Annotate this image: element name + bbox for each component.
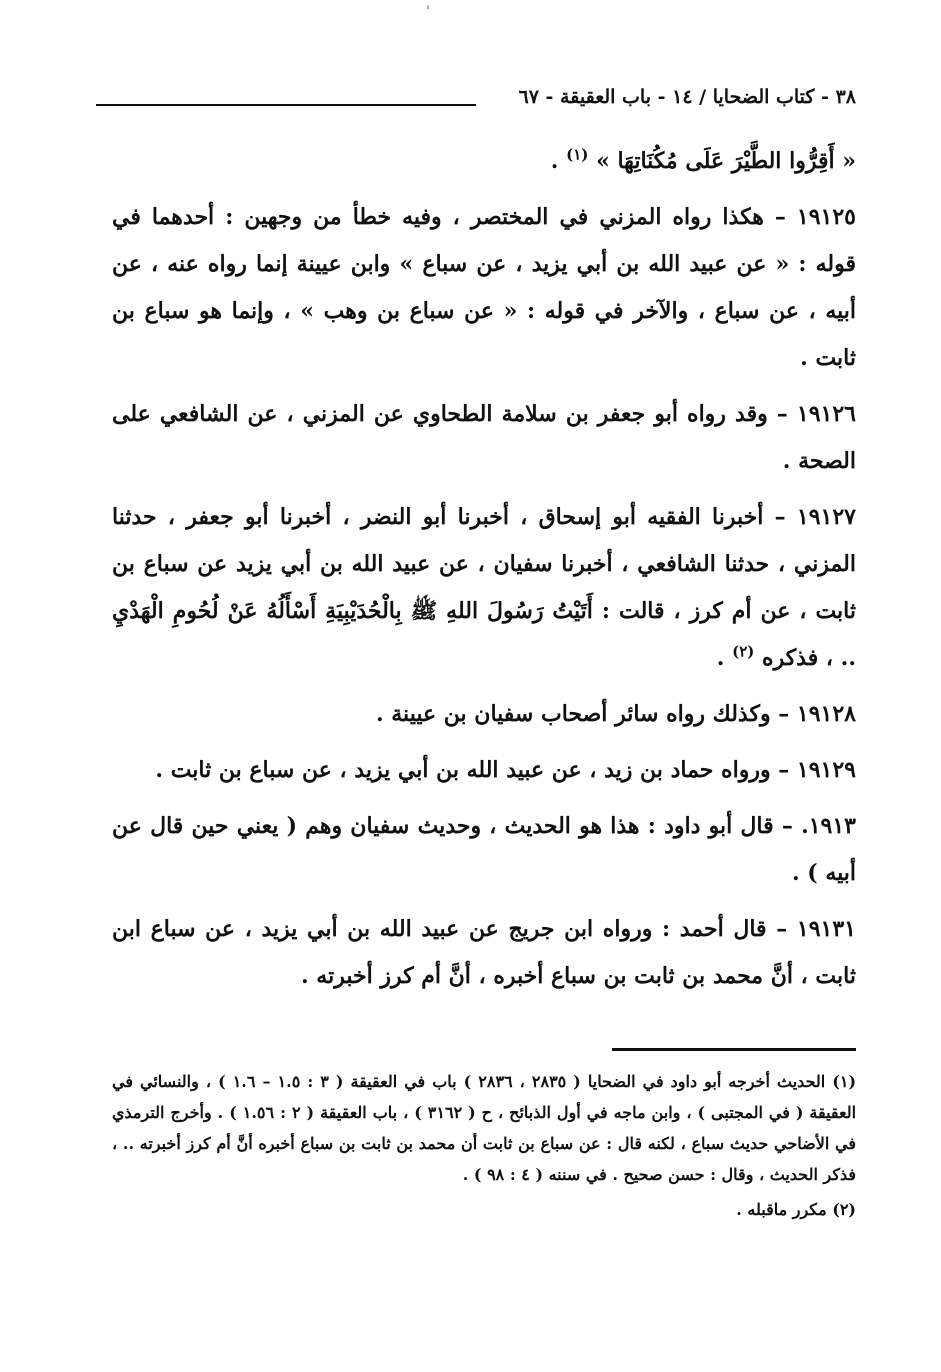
- paragraph-19125: [112, 194, 856, 382]
- hadith-number: ١٩١٢٧: [796, 504, 856, 530]
- paragraph-19127: [112, 494, 856, 682]
- footnotes: [112, 1066, 856, 1229]
- page-top-mark: ': [426, 4, 430, 20]
- paragraph-end: .: [716, 645, 725, 671]
- paragraph-text: – أخبرنا الفقيه أبو إسحاق ، أخبرنا أبو النضر ، أخبرنا أبو جعفر ، حدثنا المزني ، حدثنا الشافعي ، أخبرنا سفيان ، عن عبيد الله بن أبي يزيد عن سباع بن ثابت ، عن أم كرز ، قالت : أَتَيْتُ رَسُولَ اللهِ ﷺ بِالْحُدَيْبِيَةِ أَسْأَلُهُ عَنْ لُحُومِ الْهَدْيِ .. ، فذكره: [112, 504, 856, 671]
- header-rule: [96, 104, 476, 106]
- paragraph-1: [112, 138, 856, 185]
- paragraph-text: « أَقِرُّوا الطَّيْرَ عَلَى مُكُنَاتِهَا »: [596, 148, 856, 174]
- paragraph-text: – هكذا رواه المزني في المختصر ، وفيه خطأ من وجهين : أحدهما في قوله : « عن عبيد الله بن أبي يزيد ، عن سباع » وابن عيينة إنما رواه عنه ، عن أبيه ، عن سباع ، والآخر في قوله : « عن سباع بن وهب » ، وإنما هو سباع بن ثابت .: [112, 204, 856, 371]
- footnote-separator: [612, 1048, 856, 1051]
- running-header: [96, 86, 856, 118]
- paragraph-19131: [112, 906, 856, 1000]
- header-title: ٣٨ - كتاب الضحايا / ١٤ - باب العقيقة - ٦٧: [518, 86, 856, 108]
- hadith-number: ١٩١٢٦: [796, 401, 856, 427]
- footnote-2: (٢) مكرر ماقبله .: [736, 1200, 856, 1219]
- footnote-marker: (٢): [732, 642, 755, 661]
- paragraph-text: – وقد رواه أبو جعفر بن سلامة الطحاوي عن المزني ، عن الشافعي على الصحة .: [112, 401, 856, 474]
- paragraph-text: – قال أحمد : ورواه ابن جريج عن عبيد الله بن أبي يزيد ، عن سباع ابن ثابت ، أنَّ محمد بن ثابت بن سباع أخبره ، أنَّ أم كرز أخبرته .: [112, 916, 856, 989]
- paragraph-end: .: [550, 148, 559, 174]
- footnote-1: (١) الحديث أخرجه أبو داود في الضحايا ( ٢٨٣٥ ، ٢٨٣٦ ) باب في العقيقة ( ٣ : ١.٥ – ١.٦ ) ، والنسائي في العقيقة ( في المجتبى ) ، وابن ماجه في أول الذبائح ، ح ( ٣١٦٢ ) ، باب العقيقة ( ٢ : ١.٥٦ ) . وأخرج الترمذي في الأضاحي حديث سباع ، لكنه قال : عن سباع بن ثابت أن محمد بن ثابت بن سباع أخبره أنَّ أم كرز أخبرته .. ، فذكر الحديث ، وقال : حسن صحيح . في سننه ( ٤ : ٩٨ ) .: [112, 1072, 857, 1184]
- hadith-number: ١٩١٣١: [796, 916, 856, 942]
- hadith-number: ١٩١٢٩: [796, 757, 856, 783]
- hadith-number: ١٩١٣.: [801, 813, 856, 839]
- paragraph-text: – قال أبو داود : هذا هو الحديث ، وحديث سفيان وهم ( يعني حين قال عن أبيه ) .: [112, 813, 856, 886]
- paragraph-text: – ورواه حماد بن زيد ، عن عبيد الله بن أبي يزيد ، عن سباع بن ثابت .: [155, 757, 790, 783]
- main-text: [112, 138, 856, 1009]
- hadith-number: ١٩١٢٨: [796, 701, 856, 727]
- hadith-number: ١٩١٢٥: [796, 204, 856, 230]
- paragraph-text: – وكذلك رواه سائر أصحاب سفيان بن عيينة .: [375, 701, 790, 727]
- footnote-marker: (١): [566, 145, 589, 164]
- paragraph-19130: [112, 803, 856, 897]
- paragraph-19129: [112, 747, 856, 794]
- paragraph-19126: [112, 391, 856, 485]
- paragraph-19128: [112, 691, 856, 738]
